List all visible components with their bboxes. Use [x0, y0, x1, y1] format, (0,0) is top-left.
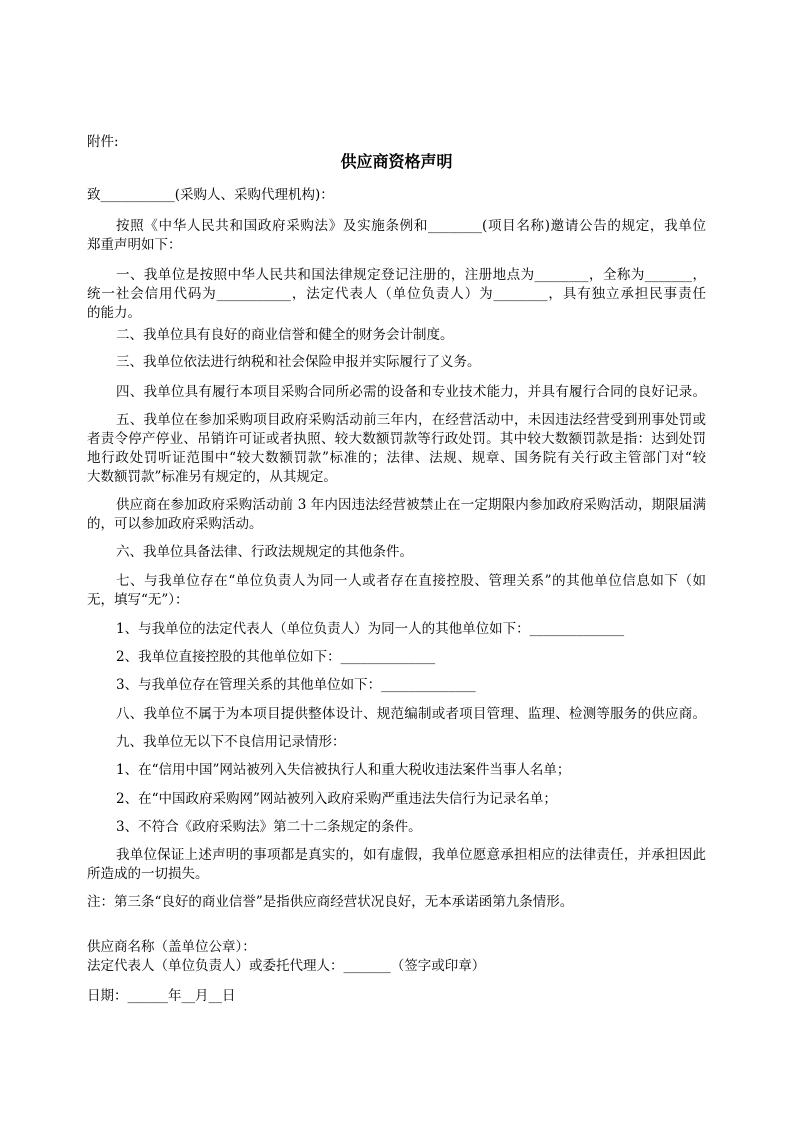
item1-line-3: 的能力。 [87, 305, 141, 321]
attachment-label: 附件: [87, 134, 119, 150]
addressee-line: 致___________(采购人、采购代理机构)： [87, 187, 334, 203]
item7-line-1: 七、与我单位存在“单位负责人为同一人或者存在直接控股、管理关系”的其他单位信息如下（如 [116, 573, 706, 589]
intro-line-2: 郑重声明如下： [87, 237, 182, 253]
item5-line-1: 五、我单位在参加采购项目政府采购活动前三年内，在经营活动中，未因违法经营受到刑事处罚或 [116, 412, 706, 428]
item5-line-3: 地行政处罚听证范围中“较大数额罚款”标准的；法律、法规、规章、国务院有关行政主管部门对“较 [87, 450, 706, 466]
item7-sub1: 1、与我单位的法定代表人（单位负责人）为同一人的其他单位如下：______________ [116, 621, 625, 637]
guarantee-line-1: 我单位保证上述声明的事项都是真实的，如有虚假，我单位愿意承担相应的法律责任，并承担因此 [116, 847, 706, 863]
item7-sub2: 2、我单位直接控股的其他单位如下：______________ [116, 649, 436, 665]
item4: 四、我单位具有履行本项目采购合同所必需的设备和专业技术能力，并具有履行合同的良好记录。 [116, 384, 706, 400]
page-title: 供应商资格声明 [340, 152, 453, 171]
intro-line-1: 按照《中华人民共和国政府采购法》及实施条例和________(项目名称)邀请公告的规定，我单位 [116, 218, 706, 234]
item9: 九、我单位无以下不良信用记录情形： [116, 734, 346, 750]
item7-line-2: 无，填写“无”）： [87, 592, 189, 608]
item8: 八、我单位不属于为本项目提供整体设计、规范编制或者项目管理、监理、检测等服务的供应商。 [116, 706, 706, 722]
item9-sub2: 2、在“中国政府采购网”网站被列入政府采购严重违法失信行为记录名单； [116, 791, 557, 807]
item3: 三、我单位依法进行纳税和社会保险申报并实际履行了义务。 [116, 354, 481, 370]
item6: 六、我单位具备法律、行政法规规定的其他条件。 [116, 544, 413, 560]
date-field: 日期：______年__月__日 [87, 988, 236, 1004]
supplier-line-1: 供应商在参加政府采购活动前 3 年内因违法经营被禁止在一定期限内参加政府采购活动，期限届满 [116, 497, 706, 513]
supplier-line-2: 的，可以参加政府采购活动。 [87, 516, 263, 532]
item1-line-1: 一、我单位是按照中华人民共和国法律规定登记注册的，注册地点为________，全称为_______， [116, 267, 706, 283]
guarantee-line-2: 所造成的一切损失。 [87, 866, 209, 882]
item5-line-4: 大数额罚款”标准另有规定的，从其规定。 [87, 469, 337, 485]
item9-sub3: 3、不符合《政府采购法》第二十二条规定的条件。 [116, 819, 422, 835]
item1-line-2: 统一社会信用代码为___________，法定代表人（单位负责人）为________，具有独立承担民事责任 [87, 286, 706, 302]
item5-line-2: 者责令停产停业、吊销许可证或者执照、较大数额罚款等行政处罚。其中较大数额罚款是指：达到处罚 [87, 431, 706, 447]
item7-sub3: 3、与我单位存在管理关系的其他单位如下：______________ [116, 677, 476, 693]
supplier-name-field: 供应商名称（盖单位公章）： [87, 939, 256, 955]
note: 注：第三条“良好的商业信誉”是指供应商经营状况良好，无本承诺函第九条情形。 [87, 894, 574, 910]
item2: 二、我单位具有良好的商业信誉和健全的财务会计制度。 [116, 327, 454, 343]
item9-sub1: 1、在“信用中国”网站被列入失信被执行人和重大税收违法案件当事人名单； [116, 762, 571, 778]
legal-rep-field: 法定代表人（单位负责人）或委托代理人：_______（签字或印章） [87, 958, 486, 974]
